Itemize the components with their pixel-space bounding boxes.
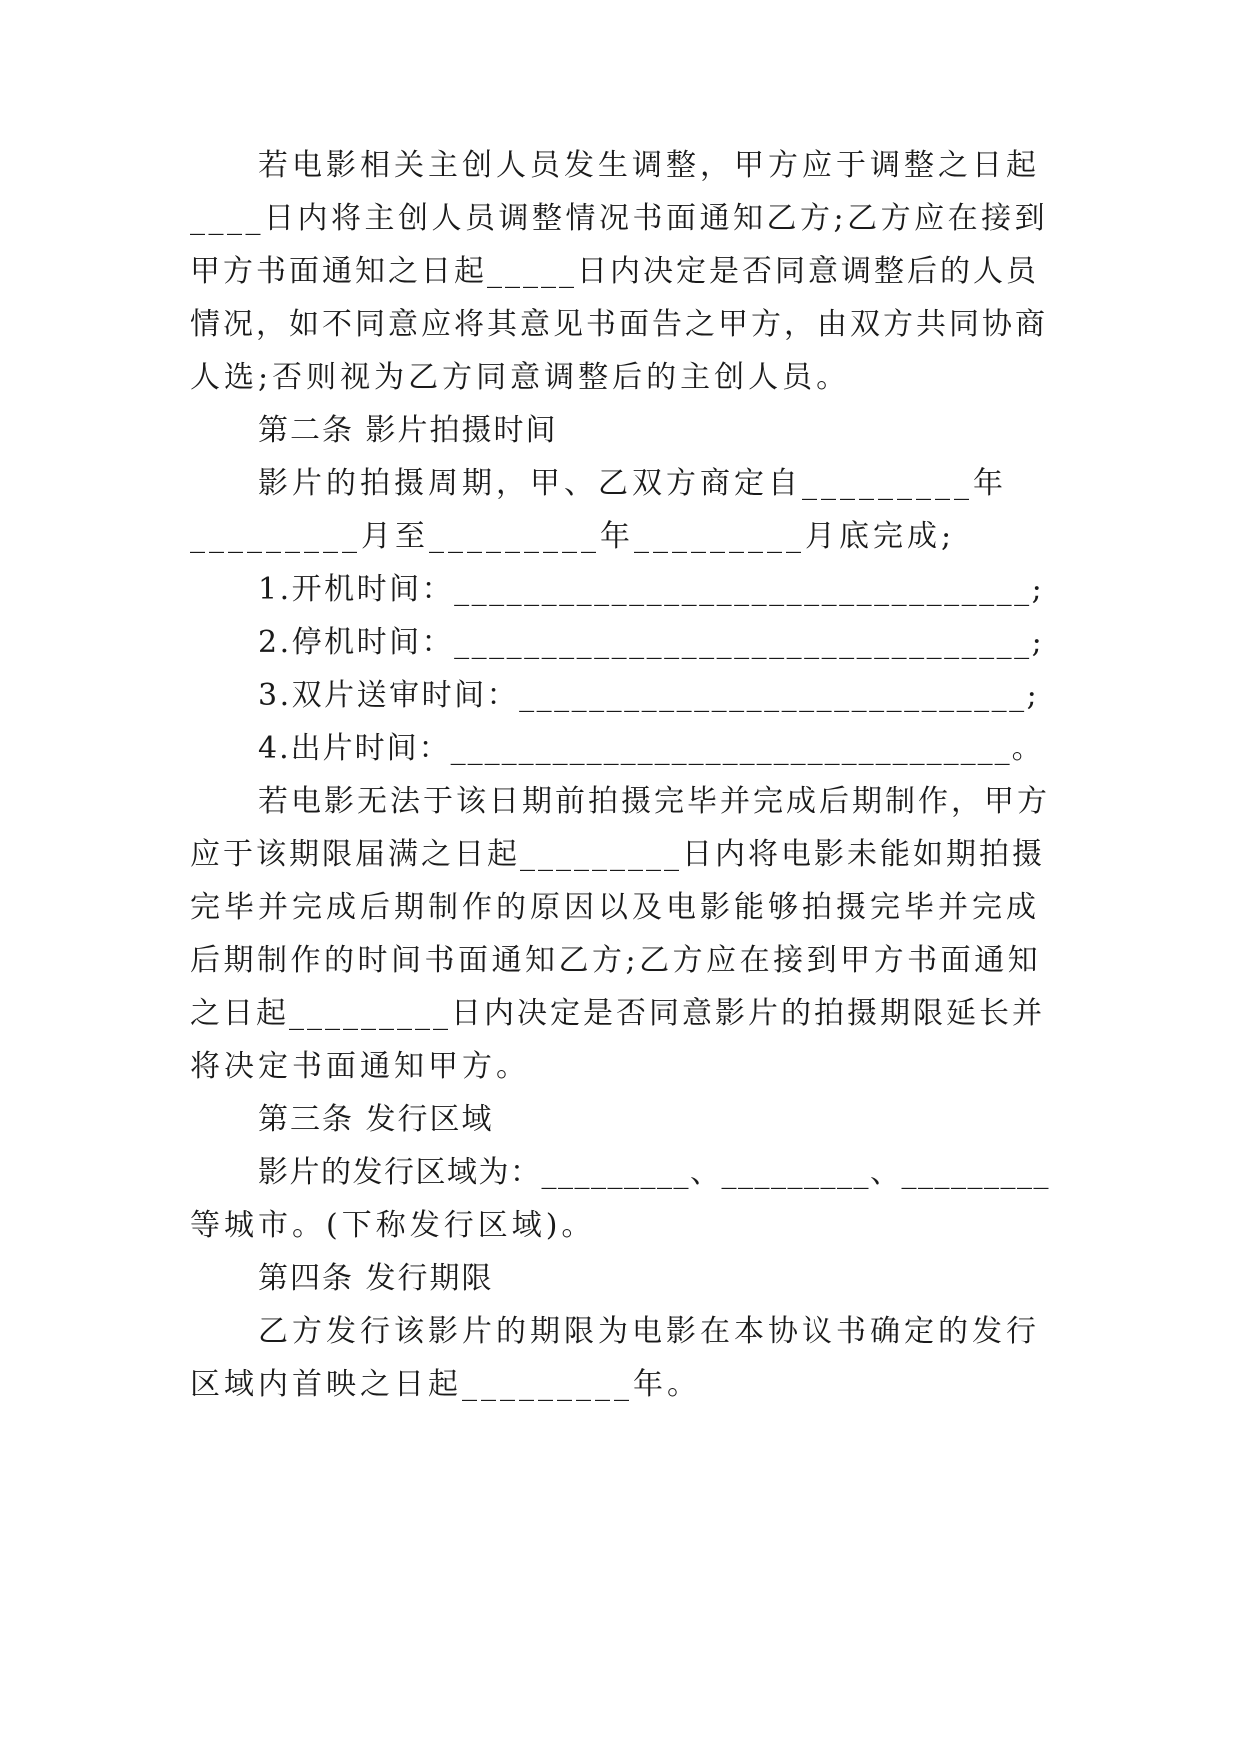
paragraph-line: 将决定书面通知甲方。 <box>190 1049 530 1084</box>
list-item-start-time: 1.开机时间：_________________________________; <box>258 572 1045 607</box>
section-heading-2: 第二条 影片拍摄时间 <box>258 413 558 448</box>
paragraph-line: 若电影无法于该日期前拍摄完毕并完成后期制作，甲方 <box>258 784 1050 819</box>
paragraph-line: 甲方书面通知之日起_____日内决定是否同意调整后的人员 <box>190 254 1039 289</box>
paragraph-line: 情况，如不同意应将其意见书面告之甲方，由双方共同协商 <box>190 307 1048 342</box>
list-item-release-time: 4.出片时间：_________________________________。 <box>258 731 1044 766</box>
list-item-review-time: 3.双片送审时间：_____________________________; <box>258 678 1040 713</box>
paragraph-line: ____日内将主创人员调整情况书面通知乙方;乙方应在接到 <box>190 201 1049 236</box>
section-heading-4: 第四条 发行期限 <box>258 1261 494 1296</box>
paragraph-line: 之日起_________日内决定是否同意影片的拍摄期限延长并 <box>190 996 1045 1031</box>
list-item-stop-time: 2.停机时间：_________________________________; <box>258 625 1045 660</box>
paragraph-line: 应于该期限届满之日起_________日内将电影未能如期拍摄 <box>190 837 1045 872</box>
paragraph-line: 后期制作的时间书面通知乙方;乙方应在接到甲方书面通知 <box>190 943 1042 978</box>
paragraph-line: 影片的拍摄周期，甲、乙双方商定自_________年 <box>258 466 1007 501</box>
paragraph-line: 等城市。(下称发行区域)。 <box>190 1208 596 1243</box>
paragraph-line: 影片的发行区域为：_________、_________、_________ <box>258 1155 1050 1190</box>
paragraph-line: 区域内首映之日起_________年。 <box>190 1367 701 1402</box>
paragraph-line: 若电影相关主创人员发生调整，甲方应于调整之日起 <box>258 148 1040 183</box>
section-heading-3: 第三条 发行区域 <box>258 1102 494 1137</box>
paragraph-line: _________月至_________年_________月底完成; <box>190 519 956 554</box>
paragraph-line: 乙方发行该影片的期限为电影在本协议书确定的发行 <box>258 1314 1040 1349</box>
paragraph-line: 人选;否则视为乙方同意调整后的主创人员。 <box>190 360 851 395</box>
paragraph-line: 完毕并完成后期制作的原因以及电影能够拍摄完毕并完成 <box>190 890 1040 925</box>
